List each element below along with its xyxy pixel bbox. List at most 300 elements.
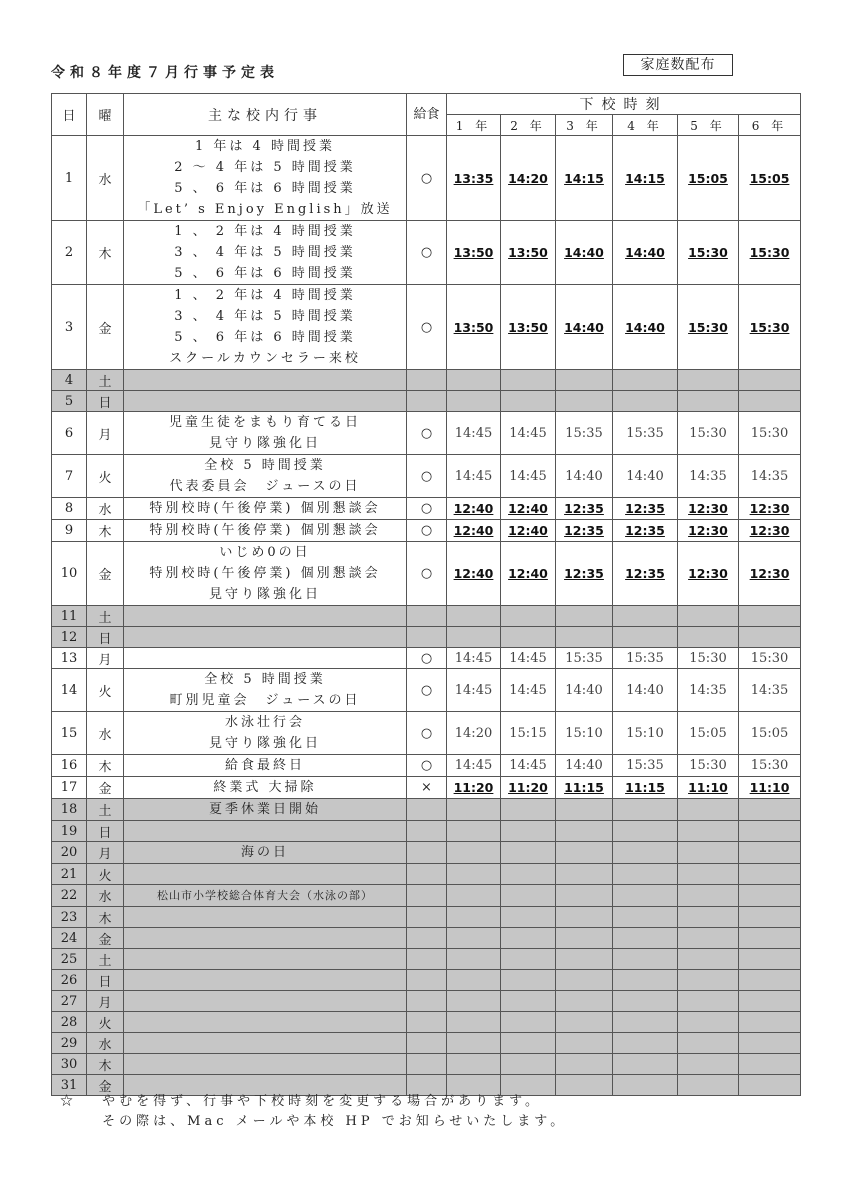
dismissal-time-cell: 15:30 <box>739 755 801 777</box>
weekday-cell: 木 <box>87 520 124 542</box>
weekday-cell: 土 <box>87 799 124 821</box>
weekday-cell: 土 <box>87 606 124 627</box>
events-cell <box>124 755 407 777</box>
dismissal-time-cell <box>501 1054 556 1075</box>
dismissal-time-cell <box>556 842 613 864</box>
lunch-cell: ○ <box>407 712 447 755</box>
lunch-cell <box>407 991 447 1012</box>
events-cell <box>124 712 407 755</box>
dismissal-time-cell <box>501 370 556 391</box>
header-events: 主な校内行事 <box>124 94 407 136</box>
distribution-label: 家庭数配布 <box>623 54 733 76</box>
dismissal-time-cell: 12:40 <box>501 542 556 606</box>
dismissal-time-cell <box>678 1033 739 1054</box>
lunch-cell <box>407 391 447 412</box>
table-row <box>52 498 801 520</box>
events-cell <box>124 842 407 864</box>
dismissal-time-cell: 14:20 <box>447 712 501 755</box>
event-line: 特別校時(午後停業) 個別懇談会 <box>149 566 381 581</box>
events-cell <box>124 221 407 285</box>
dismissal-time-cell: 14:40 <box>556 455 613 498</box>
dismissal-time-cell <box>447 907 501 928</box>
weekday-cell: 水 <box>87 712 124 755</box>
dismissal-time-cell <box>613 907 678 928</box>
dismissal-time-cell <box>613 970 678 991</box>
table-row <box>52 221 801 285</box>
dismissal-time-cell: 12:30 <box>678 498 739 520</box>
weekday-cell: 水 <box>87 885 124 907</box>
lunch-cell: ○ <box>407 412 447 455</box>
dismissal-time-cell <box>739 991 801 1012</box>
dismissal-time-cell <box>739 1033 801 1054</box>
dismissal-time-cell <box>613 370 678 391</box>
note-line-2: その際は、Mac メールや本校 HP でお知らせいたします。 <box>60 1114 568 1129</box>
dismissal-time-cell <box>501 864 556 885</box>
dismissal-time-cell <box>447 885 501 907</box>
dismissal-time-cell <box>556 821 613 842</box>
dismissal-time-cell <box>613 799 678 821</box>
event-line: 夏季休業日開始 <box>208 802 321 817</box>
dismissal-time-cell <box>613 885 678 907</box>
dismissal-time-cell: 15:30 <box>739 412 801 455</box>
lunch-cell: ○ <box>407 520 447 542</box>
dismissal-time-cell: 11:15 <box>613 777 678 799</box>
dismissal-time-cell <box>613 606 678 627</box>
day-cell: 22 <box>52 885 87 907</box>
dismissal-time-cell <box>501 907 556 928</box>
lunch-cell <box>407 885 447 907</box>
weekday-cell: 木 <box>87 907 124 928</box>
event-line: 特別校時(午後停業) 個別懇談会 <box>149 501 381 516</box>
day-cell: 24 <box>52 928 87 949</box>
dismissal-time-cell: 12:40 <box>501 498 556 520</box>
dismissal-time-cell: 15:30 <box>739 221 801 285</box>
event-line: 「Let’ s Enjoy English」放送 <box>137 202 393 217</box>
event-line: スクールカウンセラー来校 <box>169 351 361 366</box>
lunch-cell <box>407 606 447 627</box>
dismissal-time-cell: 12:35 <box>556 520 613 542</box>
event-line: 3 、 4 年は 5 時間授業 <box>174 309 356 324</box>
dismissal-time-cell <box>501 991 556 1012</box>
table-row <box>52 907 801 928</box>
day-cell: 26 <box>52 970 87 991</box>
events-cell <box>124 606 407 627</box>
table-row <box>52 606 801 627</box>
dismissal-time-cell <box>739 1054 801 1075</box>
dismissal-time-cell: 14:45 <box>501 455 556 498</box>
dismissal-time-cell <box>613 991 678 1012</box>
dismissal-time-cell <box>678 1075 739 1096</box>
day-cell: 27 <box>52 991 87 1012</box>
day-cell: 2 <box>52 221 87 285</box>
dismissal-time-cell: 14:40 <box>613 221 678 285</box>
header-grade-2: 2 年 <box>501 115 556 136</box>
dismissal-time-cell: 15:30 <box>678 285 739 370</box>
dismissal-time-cell: 13:50 <box>447 221 501 285</box>
weekday-cell: 木 <box>87 755 124 777</box>
day-cell: 29 <box>52 1033 87 1054</box>
dismissal-time-cell: 14:45 <box>501 412 556 455</box>
weekday-cell: 日 <box>87 627 124 648</box>
dismissal-time-cell: 15:35 <box>613 412 678 455</box>
lunch-cell <box>407 949 447 970</box>
table-row <box>52 285 801 370</box>
dismissal-time-cell <box>678 627 739 648</box>
day-cell: 16 <box>52 755 87 777</box>
dismissal-time-cell: 12:40 <box>501 520 556 542</box>
table-row <box>52 1033 801 1054</box>
events-cell <box>124 1012 407 1033</box>
dismissal-time-cell <box>556 799 613 821</box>
dismissal-time-cell <box>556 949 613 970</box>
events-cell <box>124 520 407 542</box>
event-line: 水泳壮行会 <box>224 715 305 730</box>
dismissal-time-cell <box>501 842 556 864</box>
dismissal-time-cell <box>678 370 739 391</box>
event-line: 5 、 6 年は 6 時間授業 <box>174 181 356 196</box>
event-line: 1 年は 4 時間授業 <box>195 139 335 154</box>
dismissal-time-cell <box>501 391 556 412</box>
day-cell: 8 <box>52 498 87 520</box>
day-cell: 13 <box>52 648 87 669</box>
event-line: 松山市小学校総合体育大会（水泳の部） <box>157 889 373 902</box>
event-line: 町別児童会 ジュースの日 <box>169 693 361 708</box>
lunch-cell <box>407 864 447 885</box>
lunch-cell <box>407 928 447 949</box>
dismissal-time-cell <box>556 864 613 885</box>
dismissal-time-cell <box>678 885 739 907</box>
table-row <box>52 864 801 885</box>
table-row <box>52 777 801 799</box>
weekday-cell: 金 <box>87 777 124 799</box>
day-cell: 30 <box>52 1054 87 1075</box>
dismissal-time-cell: 12:40 <box>447 542 501 606</box>
dismissal-time-cell <box>678 970 739 991</box>
dismissal-time-cell: 14:45 <box>447 412 501 455</box>
header-day: 日 <box>52 94 87 136</box>
dismissal-time-cell <box>447 864 501 885</box>
weekday-cell: 月 <box>87 842 124 864</box>
day-cell: 15 <box>52 712 87 755</box>
dismissal-time-cell <box>447 949 501 970</box>
dismissal-time-cell <box>739 928 801 949</box>
day-cell: 19 <box>52 821 87 842</box>
day-cell: 12 <box>52 627 87 648</box>
dismissal-time-cell <box>447 928 501 949</box>
events-cell <box>124 777 407 799</box>
dismissal-time-cell: 15:05 <box>678 712 739 755</box>
dismissal-time-cell: 14:35 <box>739 455 801 498</box>
dismissal-time-cell <box>447 606 501 627</box>
dismissal-time-cell <box>501 799 556 821</box>
dismissal-time-cell <box>447 821 501 842</box>
dismissal-time-cell <box>447 991 501 1012</box>
dismissal-time-cell: 14:45 <box>447 648 501 669</box>
dismissal-time-cell <box>447 970 501 991</box>
table-row <box>52 648 801 669</box>
dismissal-time-cell <box>739 821 801 842</box>
events-cell <box>124 928 407 949</box>
lunch-cell <box>407 1054 447 1075</box>
dismissal-time-cell <box>678 821 739 842</box>
dismissal-time-cell <box>447 391 501 412</box>
dismissal-time-cell: 12:35 <box>613 542 678 606</box>
dismissal-time-cell: 15:30 <box>678 755 739 777</box>
dismissal-time-cell <box>447 842 501 864</box>
dismissal-time-cell <box>678 842 739 864</box>
weekday-cell: 水 <box>87 136 124 221</box>
dismissal-time-cell: 11:20 <box>501 777 556 799</box>
dismissal-time-cell: 15:35 <box>613 648 678 669</box>
dismissal-time-cell <box>556 1075 613 1096</box>
events-cell <box>124 1033 407 1054</box>
event-line: 1 、 2 年は 4 時間授業 <box>174 224 356 239</box>
events-cell <box>124 949 407 970</box>
dismissal-time-cell: 11:10 <box>739 777 801 799</box>
dismissal-time-cell: 15:10 <box>613 712 678 755</box>
dismissal-time-cell <box>613 1012 678 1033</box>
page-title: 令和８年度７月行事予定表 <box>51 65 279 81</box>
dismissal-time-cell: 14:40 <box>556 285 613 370</box>
events-cell <box>124 542 407 606</box>
lunch-cell: ○ <box>407 755 447 777</box>
dismissal-time-cell: 15:35 <box>556 648 613 669</box>
dismissal-time-cell: 15:05 <box>739 712 801 755</box>
dismissal-time-cell: 12:30 <box>739 498 801 520</box>
dismissal-time-cell <box>556 885 613 907</box>
weekday-cell: 日 <box>87 970 124 991</box>
dismissal-time-cell <box>501 949 556 970</box>
dismissal-time-cell: 14:45 <box>447 669 501 712</box>
weekday-cell: 水 <box>87 1033 124 1054</box>
dismissal-time-cell: 14:40 <box>613 285 678 370</box>
event-line: 5 、 6 年は 6 時間授業 <box>174 330 356 345</box>
dismissal-time-cell: 14:40 <box>613 669 678 712</box>
dismissal-time-cell <box>613 391 678 412</box>
events-cell <box>124 1054 407 1075</box>
day-cell: 25 <box>52 949 87 970</box>
events-cell <box>124 885 407 907</box>
weekday-cell: 火 <box>87 455 124 498</box>
weekday-cell: 木 <box>87 1054 124 1075</box>
dismissal-time-cell: 14:45 <box>447 455 501 498</box>
dismissal-time-cell: 14:45 <box>501 755 556 777</box>
header-grade-5: 5 年 <box>678 115 739 136</box>
weekday-cell: 木 <box>87 221 124 285</box>
day-cell: 4 <box>52 370 87 391</box>
events-cell <box>124 498 407 520</box>
event-line: 給食最終日 <box>224 758 305 773</box>
table-row <box>52 970 801 991</box>
day-cell: 7 <box>52 455 87 498</box>
weekday-cell: 月 <box>87 412 124 455</box>
dismissal-time-cell <box>556 1012 613 1033</box>
dismissal-time-cell <box>501 821 556 842</box>
dismissal-time-cell: 14:45 <box>501 669 556 712</box>
event-line: 1 、 2 年は 4 時間授業 <box>174 288 356 303</box>
lunch-cell: ○ <box>407 221 447 285</box>
event-line: 見守り隊強化日 <box>208 736 321 751</box>
dismissal-time-cell <box>739 949 801 970</box>
table-row <box>52 627 801 648</box>
lunch-cell <box>407 842 447 864</box>
events-cell <box>124 821 407 842</box>
dismissal-time-cell <box>556 1054 613 1075</box>
lunch-cell: ○ <box>407 136 447 221</box>
events-cell <box>124 627 407 648</box>
dismissal-time-cell: 12:30 <box>678 542 739 606</box>
day-cell: 5 <box>52 391 87 412</box>
dismissal-time-cell <box>447 1012 501 1033</box>
dismissal-time-cell <box>739 842 801 864</box>
dismissal-time-cell: 11:20 <box>447 777 501 799</box>
day-cell: 20 <box>52 842 87 864</box>
dismissal-time-cell <box>678 864 739 885</box>
table-row <box>52 1012 801 1033</box>
dismissal-time-cell <box>556 391 613 412</box>
lunch-cell: ○ <box>407 498 447 520</box>
lunch-cell <box>407 627 447 648</box>
dismissal-time-cell: 12:30 <box>739 542 801 606</box>
dismissal-time-cell <box>739 370 801 391</box>
event-line: いじめ0の日 <box>219 545 311 560</box>
event-line: 代表委員会 ジュースの日 <box>169 479 361 494</box>
dismissal-time-cell <box>678 1054 739 1075</box>
dismissal-time-cell <box>739 391 801 412</box>
events-cell <box>124 970 407 991</box>
dismissal-time-cell <box>556 928 613 949</box>
lunch-cell <box>407 970 447 991</box>
dismissal-time-cell <box>678 907 739 928</box>
dismissal-time-cell: 12:35 <box>613 498 678 520</box>
dismissal-time-cell: 14:40 <box>556 669 613 712</box>
day-cell: 31 <box>52 1075 87 1096</box>
dismissal-time-cell: 12:35 <box>556 542 613 606</box>
events-cell <box>124 412 407 455</box>
table-row <box>52 949 801 970</box>
dismissal-time-cell <box>678 928 739 949</box>
weekday-cell: 日 <box>87 821 124 842</box>
day-cell: 11 <box>52 606 87 627</box>
dismissal-time-cell <box>556 606 613 627</box>
weekday-cell: 土 <box>87 949 124 970</box>
dismissal-time-cell <box>556 991 613 1012</box>
table-row <box>52 991 801 1012</box>
dismissal-time-cell <box>678 799 739 821</box>
dismissal-time-cell: 14:35 <box>678 455 739 498</box>
dismissal-time-cell <box>678 1012 739 1033</box>
dismissal-time-cell <box>501 970 556 991</box>
table-row <box>52 885 801 907</box>
events-cell <box>124 864 407 885</box>
dismissal-time-cell <box>739 606 801 627</box>
header-grade-4: 4 年 <box>613 115 678 136</box>
dismissal-time-cell: 12:35 <box>613 520 678 542</box>
event-line: 終業式 大掃除 <box>213 780 317 795</box>
dismissal-time-cell: 15:35 <box>556 412 613 455</box>
table-row <box>52 821 801 842</box>
event-line: 3 、 4 年は 5 時間授業 <box>174 245 356 260</box>
dismissal-time-cell <box>613 928 678 949</box>
day-cell: 10 <box>52 542 87 606</box>
header-weekday: 曜 <box>87 94 124 136</box>
dismissal-time-cell: 15:30 <box>739 285 801 370</box>
dismissal-time-cell: 14:20 <box>501 136 556 221</box>
lunch-cell: ○ <box>407 455 447 498</box>
dismissal-time-cell <box>501 928 556 949</box>
day-cell: 23 <box>52 907 87 928</box>
dismissal-time-cell: 13:50 <box>501 285 556 370</box>
dismissal-time-cell: 12:40 <box>447 498 501 520</box>
dismissal-time-cell: 14:40 <box>556 755 613 777</box>
dismissal-time-cell <box>739 907 801 928</box>
day-cell: 6 <box>52 412 87 455</box>
weekday-cell: 火 <box>87 669 124 712</box>
dismissal-time-cell: 11:15 <box>556 777 613 799</box>
dismissal-time-cell <box>447 627 501 648</box>
lunch-cell <box>407 907 447 928</box>
dismissal-time-cell <box>501 627 556 648</box>
dismissal-time-cell <box>613 949 678 970</box>
table-row <box>52 455 801 498</box>
event-line: 海の日 <box>240 845 289 860</box>
weekday-cell: 金 <box>87 542 124 606</box>
lunch-cell: × <box>407 777 447 799</box>
events-cell <box>124 455 407 498</box>
dismissal-time-cell <box>739 970 801 991</box>
events-cell <box>124 285 407 370</box>
dismissal-time-cell <box>739 885 801 907</box>
dismissal-time-cell <box>739 1012 801 1033</box>
dismissal-time-cell: 15:30 <box>678 648 739 669</box>
dismissal-time-cell <box>739 864 801 885</box>
dismissal-time-cell: 15:05 <box>739 136 801 221</box>
header-grade-1: 1 年 <box>447 115 501 136</box>
lunch-cell <box>407 1033 447 1054</box>
lunch-cell <box>407 370 447 391</box>
dismissal-time-cell: 12:30 <box>739 520 801 542</box>
dismissal-time-cell <box>556 907 613 928</box>
events-cell <box>124 391 407 412</box>
table-row <box>52 391 801 412</box>
lunch-cell: ○ <box>407 542 447 606</box>
dismissal-time-cell <box>678 606 739 627</box>
dismissal-time-cell <box>678 391 739 412</box>
weekday-cell: 金 <box>87 928 124 949</box>
dismissal-time-cell: 11:10 <box>678 777 739 799</box>
dismissal-time-cell: 14:15 <box>613 136 678 221</box>
dismissal-time-cell: 15:05 <box>678 136 739 221</box>
lunch-cell <box>407 821 447 842</box>
dismissal-time-cell: 15:30 <box>739 648 801 669</box>
table-row <box>52 842 801 864</box>
dismissal-time-cell <box>556 970 613 991</box>
table-row <box>52 370 801 391</box>
events-cell <box>124 136 407 221</box>
dismissal-time-cell <box>556 1033 613 1054</box>
table-row <box>52 799 801 821</box>
dismissal-time-cell: 15:10 <box>556 712 613 755</box>
events-cell <box>124 669 407 712</box>
day-cell: 21 <box>52 864 87 885</box>
day-cell: 1 <box>52 136 87 221</box>
dismissal-time-cell: 15:30 <box>678 221 739 285</box>
lunch-cell <box>407 1012 447 1033</box>
table-row <box>52 712 801 755</box>
dismissal-time-cell <box>613 842 678 864</box>
weekday-cell: 金 <box>87 285 124 370</box>
weekday-cell: 金 <box>87 1075 124 1096</box>
